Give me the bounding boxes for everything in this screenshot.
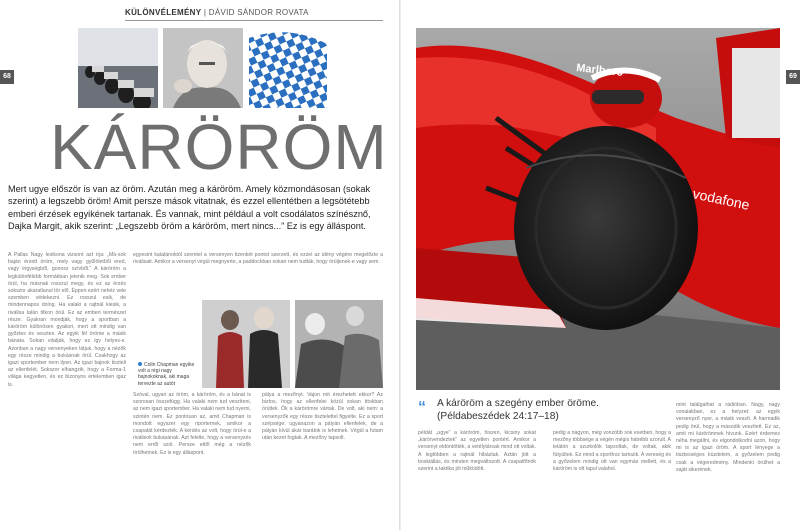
portrait-illustration bbox=[163, 28, 243, 108]
header-section: KÜLÖNVÉLEMÉNY bbox=[125, 8, 202, 17]
thumbnail-checkered-flag bbox=[249, 28, 327, 108]
caption-bullet-icon bbox=[138, 362, 142, 366]
thumbnail-race-cars bbox=[78, 28, 158, 108]
car-sponsor-label: Marlboro bbox=[575, 62, 624, 79]
f1-car-illustration bbox=[416, 28, 780, 390]
pull-quote-text: A káröröm a szegény ember öröme. bbox=[437, 398, 599, 409]
body-column-1: A Pallas Nagy lexikona vizsont azt írja: „Má-sok baján érzett öröm, mely vagy gyűlöletből ered, vagy irigységből, gonosz szívből.” A káröröm a legkülönfélébb formákban jelenik meg. Sok ember örül, ha másnak rosszul megy, és ez az érzés sokszor akaratlanul tör elő. Éppen ezért nehéz vele szemben védekezni. Ez rosszul esik, de mindennapos dolog. Ha valaki a rajtnál kiesik, a riválisa talán titkon örül. Ez az emberi természet része. Gyakran mondják, hogy a sportban a káröröm különösen gyakori, mert ott mindig van győztes és vesztes. Az egyik fél öröme a másik bánata. Sokan vitatják, hogy ez így helyes-e. Azonban a nagy versenyeken látjuk, hogy a nézők egy része mindig a bukásnak örül. Csakhogy az igazi sportember nem ilyen. Az igazi bajnok tiszteli az ellenfelét. Sokszor elhangzik, hogy a Forma-1 világa kegyetlen, és ez bizonyos értelemben igaz is. bbox=[8, 252, 126, 388]
left-page-number: 68 bbox=[0, 70, 14, 84]
chapman-photo-illustration bbox=[202, 300, 290, 388]
header-separator: | bbox=[203, 8, 209, 17]
right-column-2: pedig a nagyon, még vonzóbb sok esetben, hogy a mezőny többsége a végén mégis hátrébb szorult. A lelátón a szurkolók tapsoltak, de voltak, akik fütyültek. Ez mind a sporthoz tartozik. A vereség és a győzelem mindig ott van egymás mellett, és a káröröm is ott lapul valahol. bbox=[553, 430, 671, 473]
page-gutter bbox=[399, 0, 401, 530]
car-sponsor-label-2: vodafone bbox=[691, 185, 752, 213]
caption-text: Colin Chapman egyike volt a régi nagy bajnokoknak, aki maga tervezte az autót bbox=[138, 362, 195, 387]
checkered-flag-icon bbox=[249, 28, 327, 108]
right-column-1: példát „ugye” a káröröm, hiszen, kicsiny sokat „kárörvendeztek” az egyetlen pontért. Amikor a versenyt eldöntötték, a vetélytársak mind ott voltak. A legtöbben a rajtnál hibáztak. Aztán jött a boxkiállás, és minden megváltozott. A csapatfőnök szerint a taktika jól működött. bbox=[418, 430, 536, 473]
body-column-2-top: egyesint katalánoktól szemtel a versenyen tizenkét pontot szerzett, és ezzel az idény végére megelőzte a riválisait. Amikor a versenyt végül megnyerte, a paddockban sokan nem tudták, hogy örüljenek-e vagy sem. bbox=[133, 252, 383, 266]
pull-quote-source: (Példabeszédek 24:17–18) bbox=[437, 410, 559, 422]
header-author: DÁVID SÁNDOR ROVATA bbox=[208, 8, 309, 17]
thumbnail-portrait bbox=[163, 28, 243, 108]
hero-photo-f1-car bbox=[416, 28, 780, 390]
body-column-2a: Szóval, ugyan az öröm, a káröröm, és a bánat is szorosan összefügg. Ha valaki nem tud veszíteni, az nem igazi sportember. Ha valaki nem tud nyerni, szintén nem. Ez pontosan az, amit Chapman is mondott egyszer egy riporternek, amikor a csapatát kérdezték. A kérdés az volt, hogy örül-e a riválisok bukásának. Azt felelte, hogy a versenyzés nem erről szól. Persze ettől még a nézők örülhetnek. Ez is egy álláspont. bbox=[133, 392, 251, 456]
column-header bbox=[125, 8, 385, 17]
pit-crew-illustration bbox=[295, 300, 383, 388]
race-cars-illustration bbox=[78, 28, 158, 108]
body-column-2b: pálya a mezőnyt. Vajon mit érezhetett ekkor? Az biztos, hogy az ellenfelei közül sokan titokban örültek. Ők a kárörömre vártak. De volt, aki nem: a versenyzők egy része tisztelettel figyelte. Ez a sport szépsége: ugyanazon a pályán ellenfelek, de a pályán kívül akár barátok is lehetnek. Végül a futam után kezet fogtak. A mezőny tapsolt. bbox=[262, 392, 383, 442]
photo-caption bbox=[138, 362, 198, 387]
right-column-3: mint találgathat a rádióban. Nagy, nagy vonalakban, ez a helyzet: az egyik versenyző nyer, a másik veszít. A harmadik pedig örül, hogy a második veszített. Ez az, amit mi kárörömnek hívunk. Ezért érdemes néha megállni, és elgondolkodni azon, hogy mi is az igazi öröm. A sport lényege a tisztességes küzdelem, a győzelem pedig csak a végeredmény. Mindenki örülhet a saját sikerének. bbox=[676, 402, 780, 473]
quote-mark-icon: “ bbox=[418, 399, 426, 416]
photo-pit-crew bbox=[295, 300, 383, 388]
header-rule bbox=[125, 20, 383, 21]
right-page-number: 69 bbox=[786, 70, 800, 84]
pull-quote bbox=[437, 398, 622, 423]
photo-chapman bbox=[202, 300, 290, 388]
article-title: KÁRÖRÖM bbox=[50, 111, 388, 183]
article-lead: Mert ugye először is van az öröm. Azután meg a káröröm. Amely közmondásosan (sokak szerint) a legszebb öröm! Amit persze mások vitatnak, és ezzel ellentétben a legsötétebb emberi érzések egyikének tartanak. És vannak, mint például a volt csodálatos színésznő, Dajka Margit, akik szerint: „Legszebb öröm a káröröm, mert nincs...” Ez is egy álláspont. bbox=[8, 184, 371, 231]
